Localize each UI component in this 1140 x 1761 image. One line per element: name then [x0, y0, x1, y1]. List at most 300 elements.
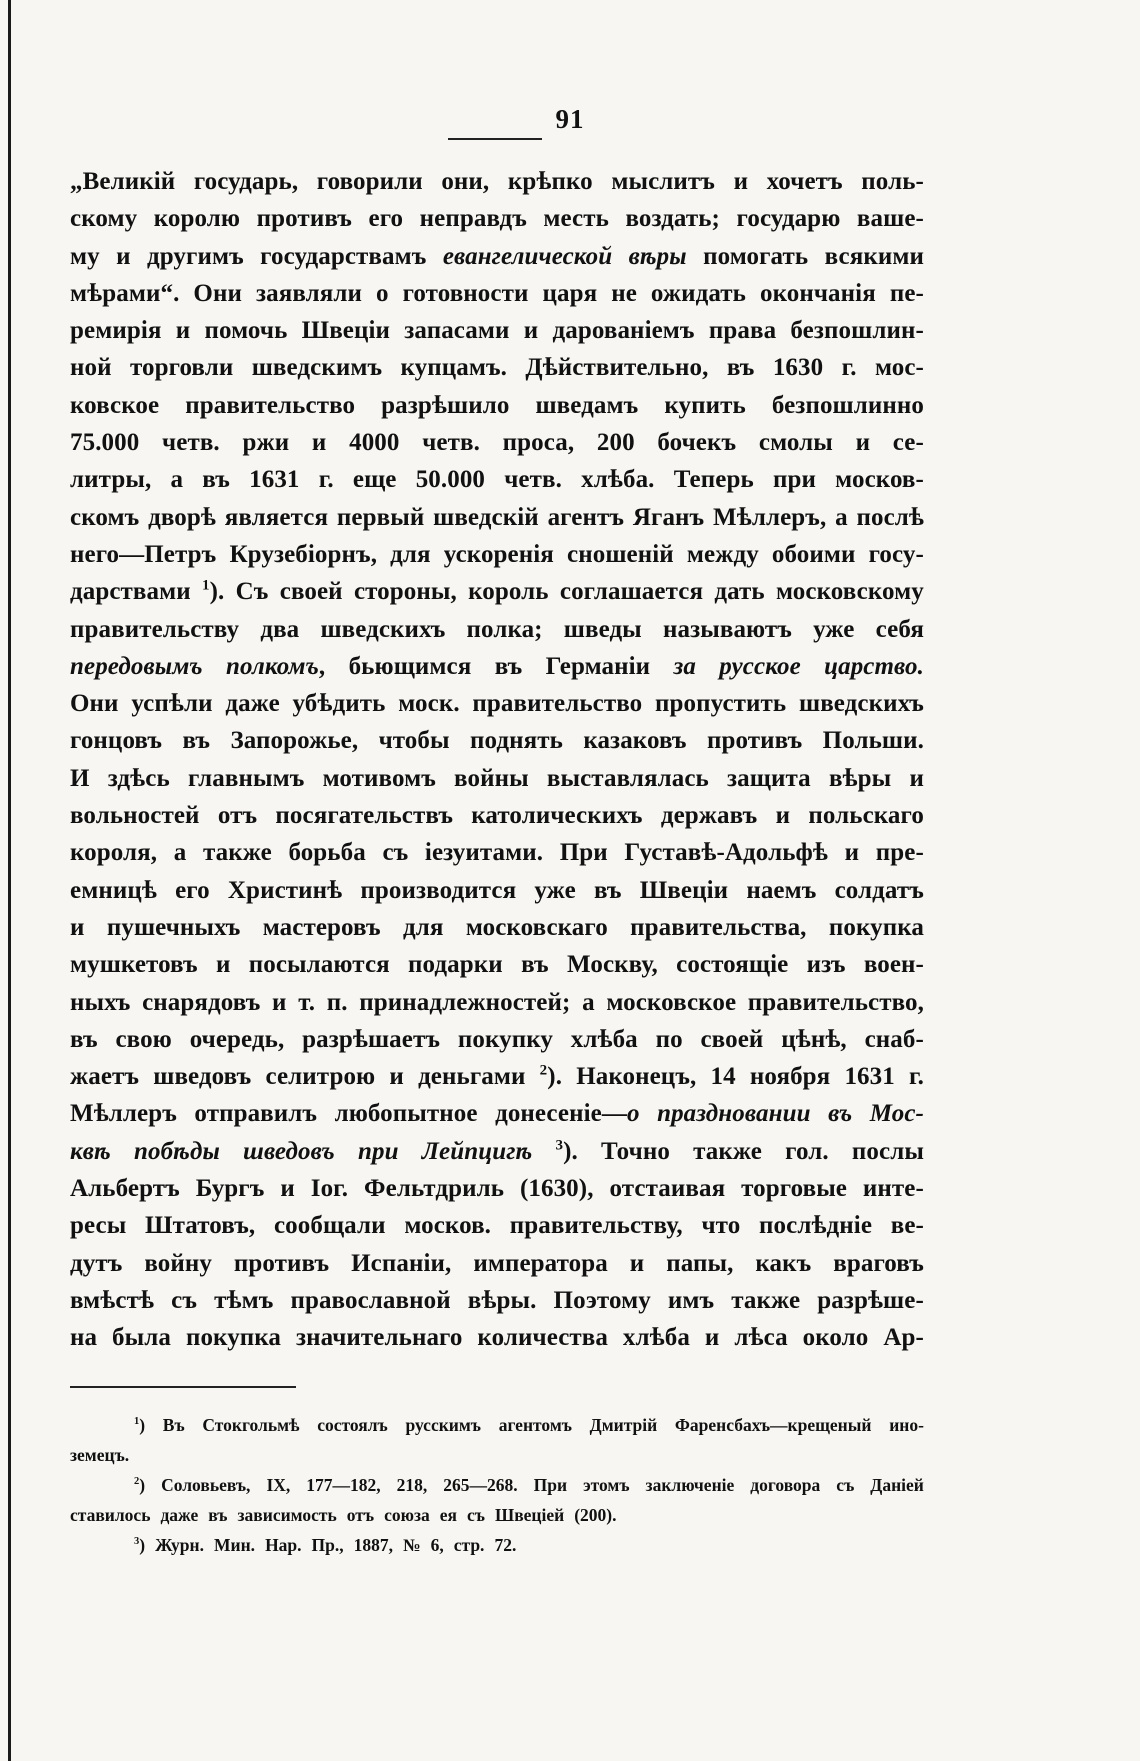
word [508, 163, 593, 200]
text: въ [593, 876, 622, 904]
word [625, 200, 720, 237]
text: ускоренія [443, 540, 554, 568]
text: крѣпко [507, 168, 593, 195]
word [543, 200, 609, 237]
text: казаковъ [583, 727, 687, 755]
text: отправилъ [194, 1100, 318, 1128]
word [893, 424, 924, 461]
footnote-number: 1 [134, 1416, 140, 1428]
word [408, 946, 503, 983]
word [381, 387, 509, 424]
word [170, 461, 183, 498]
word [709, 312, 776, 349]
word: Въ [162, 1415, 185, 1435]
word [611, 275, 637, 312]
text: разрѣшаетъ [302, 1025, 441, 1053]
text: значительнаго [295, 1324, 463, 1352]
word [70, 611, 239, 648]
word [842, 349, 857, 386]
text: шведскій [433, 503, 539, 531]
word [134, 1133, 220, 1170]
word [554, 1282, 651, 1319]
body-line [70, 1207, 924, 1244]
word [298, 984, 315, 1021]
word [567, 946, 658, 983]
text: первый [336, 503, 425, 531]
word [182, 722, 210, 759]
body-line [70, 1319, 924, 1356]
body-line [70, 1170, 924, 1207]
word [542, 275, 597, 312]
text: ресы [70, 1212, 127, 1240]
footnote-line [70, 1440, 924, 1470]
word [803, 1319, 869, 1356]
text: московскому [776, 578, 924, 606]
text: его [368, 205, 404, 233]
word [630, 1245, 645, 1282]
text: Швеціи [301, 317, 391, 345]
word [857, 200, 924, 237]
text: смолы [758, 429, 833, 457]
word [260, 611, 299, 648]
text: покупка [185, 1324, 282, 1352]
word [194, 1095, 317, 1132]
word [731, 1282, 800, 1319]
text: Запорожье, [230, 727, 359, 755]
text: правительства, [630, 913, 807, 941]
italic-text: евангелической [442, 242, 613, 270]
text: Густавѣ-Адольфѣ [624, 839, 829, 867]
text: снаб- [864, 1025, 924, 1053]
text: жаетъ [70, 1063, 140, 1091]
word [416, 461, 485, 498]
text: покупка [828, 913, 924, 941]
word [302, 312, 390, 349]
text: чтобы [378, 727, 450, 755]
text: на [70, 1324, 98, 1352]
word: Фаренсбахъ—крещеный [674, 1415, 872, 1435]
text: ковское [70, 391, 160, 419]
body-line [70, 1282, 924, 1319]
word [229, 536, 377, 573]
word [290, 1282, 450, 1319]
text: даже [225, 690, 280, 718]
word [186, 1319, 281, 1356]
word [70, 685, 119, 722]
text: войну [144, 1249, 212, 1277]
text: послы [851, 1137, 924, 1165]
word [193, 275, 242, 312]
text: И [70, 764, 90, 792]
word [828, 1095, 852, 1132]
word: 265—268. [443, 1475, 518, 1495]
word: Нар. [265, 1535, 302, 1555]
text: Яганъ [632, 503, 705, 531]
text: скому [70, 205, 138, 233]
text: царя [542, 279, 598, 307]
word [472, 685, 642, 722]
page-number: 91 [555, 104, 585, 134]
text: называютъ [662, 615, 792, 643]
body-line [70, 611, 924, 648]
body-line [70, 946, 924, 983]
word [234, 1245, 329, 1282]
body-line [70, 312, 924, 349]
text: для [390, 540, 431, 568]
word [890, 275, 924, 312]
text: тѣмъ [214, 1286, 274, 1314]
text: противъ [256, 205, 352, 233]
text: борьба [288, 839, 366, 867]
word [759, 424, 833, 461]
word: 218, [396, 1475, 428, 1495]
text: хочетъ [766, 168, 843, 195]
text: Альбертъ [70, 1175, 180, 1203]
text: государю [736, 205, 841, 233]
word [813, 611, 854, 648]
word [510, 1207, 683, 1244]
text: шведамъ [535, 391, 639, 419]
word [176, 312, 191, 349]
text: въ [521, 951, 549, 979]
word: съ [467, 1505, 485, 1525]
text: безпошлин- [790, 317, 924, 345]
word [703, 238, 808, 275]
body-line [70, 499, 924, 536]
word [252, 349, 382, 386]
footnote-ref: 1 [202, 577, 210, 594]
text: они, [441, 168, 490, 195]
word [503, 424, 575, 461]
text: 1631 [844, 1063, 895, 1091]
text: какъ [755, 1249, 812, 1277]
word [835, 461, 924, 498]
word [70, 1021, 98, 1058]
text: еще [352, 466, 397, 494]
word: договора [750, 1475, 821, 1495]
word [185, 387, 355, 424]
text: мѣрами“. [70, 279, 180, 307]
word [70, 200, 137, 237]
word [236, 573, 269, 610]
word [265, 1058, 375, 1095]
word [70, 1058, 139, 1095]
text: емницѣ [70, 876, 157, 904]
text: пе- [889, 279, 924, 307]
word [218, 797, 257, 834]
text: дать [714, 578, 765, 606]
word [205, 312, 288, 349]
text: и [311, 429, 327, 457]
body-line [70, 909, 924, 946]
word [257, 200, 352, 237]
text: также [202, 839, 272, 867]
word [70, 238, 100, 275]
word [293, 685, 386, 722]
text: поль- [861, 168, 924, 195]
text: „Великій [70, 168, 176, 195]
footnote-line [70, 1530, 924, 1560]
body-line [70, 461, 924, 498]
text: является [224, 503, 329, 531]
word [369, 200, 404, 237]
text: месть [543, 205, 609, 233]
word [657, 1095, 811, 1132]
text: правительство [472, 690, 643, 718]
word [746, 872, 816, 909]
word [705, 1319, 720, 1356]
text: Іог. [310, 1175, 349, 1203]
text: Москву, [566, 951, 658, 979]
italic-text: царство. [824, 652, 924, 680]
word [70, 1319, 97, 1356]
text: се- [892, 429, 924, 457]
word [534, 872, 575, 909]
word [609, 1170, 725, 1207]
text: государь, [193, 168, 299, 195]
word [909, 1058, 924, 1095]
word [864, 946, 924, 983]
word: 6, [430, 1535, 444, 1555]
text: ) [139, 1535, 146, 1555]
text: и [523, 317, 539, 345]
text: Христинѣ [227, 876, 343, 904]
text: него—Петръ [70, 540, 217, 568]
word [327, 984, 348, 1021]
text: г. [909, 1063, 924, 1091]
word [734, 163, 749, 200]
text: и [272, 988, 287, 1016]
text: подарки [408, 951, 503, 979]
italic-text: Лейпцигѣ [421, 1137, 533, 1165]
body-line [70, 760, 924, 797]
text: вѣры. [467, 1286, 537, 1314]
text: посягательствъ [275, 802, 454, 830]
word [525, 349, 708, 386]
body-line [70, 200, 924, 237]
word: Пр., [311, 1535, 344, 1555]
word [582, 984, 595, 1021]
word [70, 573, 191, 610]
text: четв. [162, 429, 220, 457]
word [640, 872, 728, 909]
word [216, 946, 231, 983]
body-line [70, 275, 924, 312]
text: своей [279, 578, 343, 606]
word: № [403, 1535, 421, 1555]
text: цѣнѣ, [781, 1025, 847, 1053]
body-line [70, 797, 924, 834]
text: Дѣйствительно, [525, 354, 709, 382]
text: выставлялась [546, 764, 709, 792]
text: успѣли [131, 690, 213, 718]
text: очередь, [189, 1025, 285, 1053]
text: г. [841, 354, 857, 382]
text: торговые [741, 1175, 848, 1203]
word [693, 1133, 762, 1170]
text: г. [318, 466, 334, 494]
text: разрѣшило [381, 391, 510, 419]
text: инте- [862, 1175, 924, 1203]
text: 75.000 [70, 429, 140, 457]
word [249, 461, 299, 498]
word [70, 1245, 122, 1282]
word [243, 1133, 335, 1170]
word: земецъ. [70, 1445, 130, 1465]
word [70, 909, 85, 946]
italic-text: побѣды [133, 1137, 220, 1165]
text: помогать [703, 242, 809, 270]
word [548, 499, 624, 536]
word [773, 461, 816, 498]
word: (200). [574, 1505, 617, 1525]
word [547, 760, 709, 797]
text: му [70, 242, 100, 270]
word [629, 238, 687, 275]
word [560, 834, 608, 871]
text: Точно [601, 1137, 670, 1165]
italic-text: въ [828, 1100, 853, 1128]
word [319, 461, 334, 498]
italic-text: за [673, 652, 696, 680]
text: наемъ [746, 876, 817, 904]
word [707, 722, 802, 759]
word [767, 163, 843, 200]
text: для [403, 913, 444, 941]
word [865, 1021, 924, 1058]
word [422, 1133, 533, 1170]
text: госу- [868, 540, 924, 568]
word [676, 946, 788, 983]
word [242, 424, 289, 461]
word [389, 1058, 404, 1095]
word [364, 1170, 504, 1207]
word [296, 1319, 463, 1356]
word: ея [439, 1505, 458, 1525]
word [856, 499, 924, 536]
word [773, 349, 823, 386]
word [664, 387, 745, 424]
word [351, 1245, 451, 1282]
word [869, 536, 924, 573]
text: и [775, 802, 791, 830]
text: дарованіемъ [552, 317, 695, 345]
text: ожидать [650, 279, 746, 307]
word [755, 1245, 811, 1282]
text: Крузебіорнъ, [229, 540, 378, 568]
text: правительство [185, 391, 356, 419]
text: Штатовъ, [145, 1212, 256, 1240]
text: о [375, 279, 389, 307]
word [190, 1021, 285, 1058]
word [70, 349, 112, 386]
word [700, 1021, 763, 1058]
text: Германіи [545, 652, 651, 680]
text: себя [875, 615, 924, 643]
word [202, 573, 224, 610]
word [154, 200, 240, 237]
text: готовности [402, 279, 529, 307]
text: его [175, 876, 210, 904]
word [225, 685, 279, 722]
text: въ [202, 466, 230, 494]
text: гол. [785, 1137, 829, 1165]
word [349, 424, 399, 461]
text: окончанія [759, 279, 876, 307]
text: королю [153, 205, 241, 233]
text: моск. [398, 690, 460, 718]
text: четв. [422, 429, 480, 457]
word [444, 536, 554, 573]
word [349, 648, 472, 685]
text: Поэтому [553, 1286, 651, 1314]
word [781, 1021, 847, 1058]
italic-text: Мос- [869, 1100, 924, 1128]
word [420, 200, 527, 237]
text: торговли [129, 354, 234, 382]
text: противъ [233, 1249, 330, 1277]
body-line [70, 1133, 924, 1170]
word [623, 1319, 690, 1356]
word [171, 1282, 197, 1319]
word [835, 499, 848, 536]
text: Съ [235, 578, 269, 606]
text: по [655, 1025, 683, 1053]
text: не [611, 279, 637, 307]
text: любопытное [334, 1100, 478, 1128]
text: шведскихъ [320, 615, 446, 643]
body-line [70, 536, 924, 573]
word [359, 984, 570, 1021]
word [666, 1245, 733, 1282]
text: вмѣстѣ [70, 1286, 155, 1314]
text: православной [290, 1286, 451, 1314]
text: ) [139, 1415, 146, 1435]
word [398, 685, 459, 722]
text: съ [382, 839, 409, 867]
word [624, 834, 828, 871]
text: ). [209, 578, 225, 606]
body-line [70, 238, 924, 275]
word [466, 909, 608, 946]
word [772, 387, 924, 424]
word: состоялъ [317, 1415, 388, 1435]
word: ино- [889, 1415, 924, 1435]
text: обоими [771, 540, 856, 568]
word [214, 1282, 273, 1319]
text: п. [326, 988, 348, 1016]
word [358, 1133, 399, 1170]
word [546, 648, 651, 685]
body-line [70, 648, 924, 685]
word [317, 163, 423, 200]
word [597, 424, 635, 461]
text: т. [298, 988, 316, 1016]
text: всякими [824, 242, 924, 270]
word: Дмитрій [589, 1415, 658, 1435]
word [470, 722, 563, 759]
text: убѣдить [292, 690, 386, 718]
word [70, 797, 200, 834]
text: съ [171, 1286, 198, 1314]
word [748, 984, 924, 1021]
word [280, 573, 343, 610]
word [583, 722, 686, 759]
text: хлѣба. [581, 466, 655, 494]
text: другимъ [147, 242, 244, 270]
word [594, 872, 622, 909]
text: скомъ [70, 503, 140, 531]
